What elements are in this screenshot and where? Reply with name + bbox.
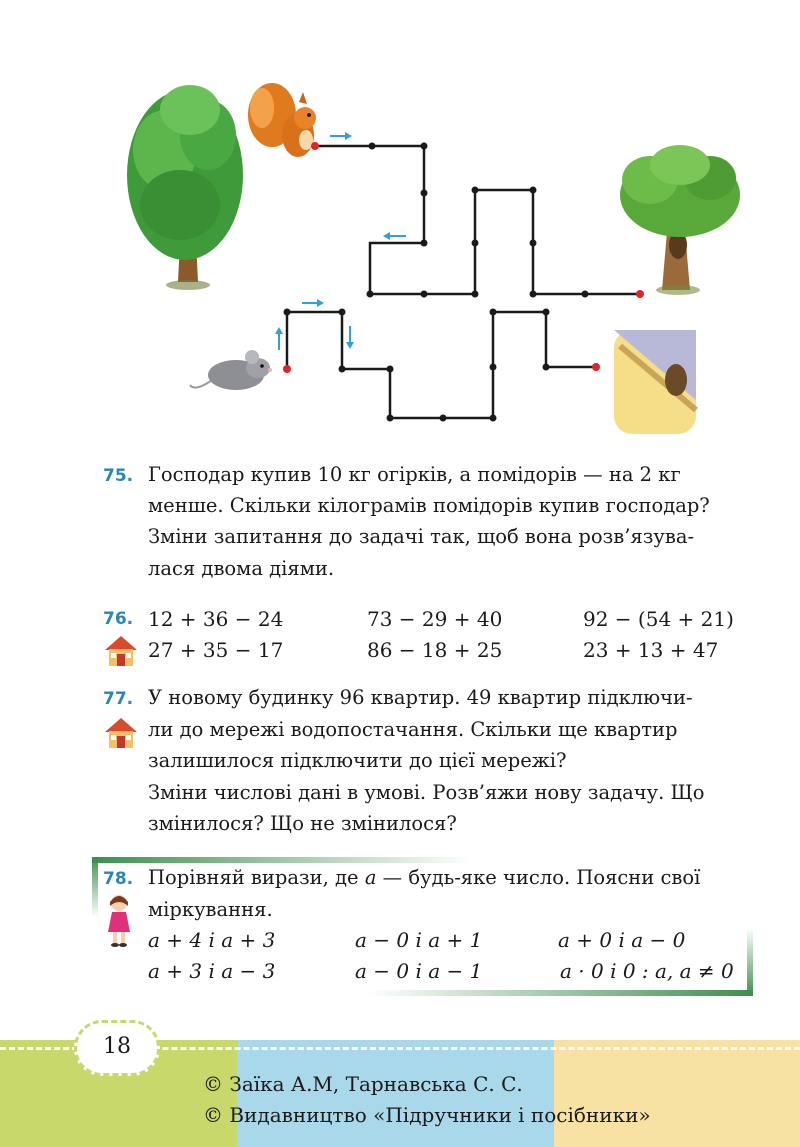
task-76-expr-4: 27 + 35 − 17: [148, 638, 284, 662]
task-78-top-stripe: [92, 857, 472, 863]
task-77-line-5: змінилося? Що не змінилося?: [148, 812, 457, 835]
task-75-line-2: менше. Скільки кілограмів помідорів купив господар?: [148, 494, 710, 517]
mouse: [190, 350, 272, 390]
task-78-right-stripe: [747, 928, 753, 996]
home-task-icon: [103, 634, 139, 668]
oak-tree-with-hollow: [620, 145, 740, 295]
copyright-publisher: © Видавництво «Підручники і посібники»: [203, 1103, 651, 1127]
task-75-line-3: Зміни запитання до задачі так, щоб вона розв’язува-: [148, 525, 695, 548]
task-78-expr-6: a · 0 і 0 : a, a ≠ 0: [560, 959, 734, 983]
footer-band-yellow: [554, 1040, 800, 1147]
copyright-authors: © Заїка А.М, Тарнавська С. С.: [203, 1072, 523, 1096]
task-77-line-4: Зміни числові дані в умові. Розв’яжи нову задачу. Що: [148, 781, 705, 804]
task-75-line-1: Господар купив 10 кг огірків, а помідорів — на 2 кг: [148, 463, 681, 486]
task-75-number: 75.: [103, 466, 134, 486]
task-76-expr-2: 73 − 29 + 40: [367, 607, 503, 631]
task-76-expr-1: 12 + 36 − 24: [148, 607, 284, 631]
task-78-line-1: [148, 866, 700, 889]
mouse-hole: [614, 330, 696, 434]
task-78-line-1-part-b: — будь-яке число. Поясни свої: [382, 866, 701, 889]
task-75-line-4: лася двома діями.: [148, 557, 335, 580]
task-78-left-stripe: [92, 857, 98, 917]
task-78-bottom-stripe: [368, 990, 753, 996]
task-76-expr-5: 86 − 18 + 25: [367, 638, 503, 662]
task-78-variable: a: [364, 866, 377, 889]
big-tree: [127, 85, 243, 290]
page-number: 18: [103, 1034, 131, 1059]
task-77-number: 77.: [103, 689, 134, 709]
maze-illustration: [0, 0, 800, 450]
task-77-line-1: У новому будинку 96 квартир. 49 квартир підключи-: [148, 686, 693, 709]
task-78-expr-1: a + 4 і a + 3: [148, 928, 276, 952]
girl-thinking-icon: [104, 892, 134, 948]
task-77-line-3: залишилося підключити до цієї мережі?: [148, 749, 567, 772]
task-78-expr-2: a − 0 і a + 1: [355, 928, 483, 952]
task-78-expr-4: a + 3 і a − 3: [148, 959, 276, 983]
task-77-line-2: ли до мережі водопостачання. Скільки ще квартир: [148, 718, 678, 741]
task-78-expr-5: a − 0 і a − 1: [355, 959, 483, 983]
task-76-expr-3: 92 − (54 + 21): [583, 607, 734, 631]
direction-arrows: [275, 132, 406, 350]
task-76-number: 76.: [103, 609, 134, 629]
task-76-expr-6: 23 + 13 + 47: [583, 638, 719, 662]
maze-dots: [284, 143, 589, 422]
maze-endpoints: [283, 142, 644, 373]
maze-path: [287, 146, 640, 418]
task-78-line-2: міркування.: [148, 898, 273, 921]
squirrel: [248, 83, 316, 157]
task-78-expr-3: a + 0 і a − 0: [558, 928, 686, 952]
task-78-line-1-part-a: Порівняй вирази, де: [148, 866, 359, 889]
task-78-number: 78.: [103, 869, 134, 889]
home-task-icon: [103, 716, 139, 750]
